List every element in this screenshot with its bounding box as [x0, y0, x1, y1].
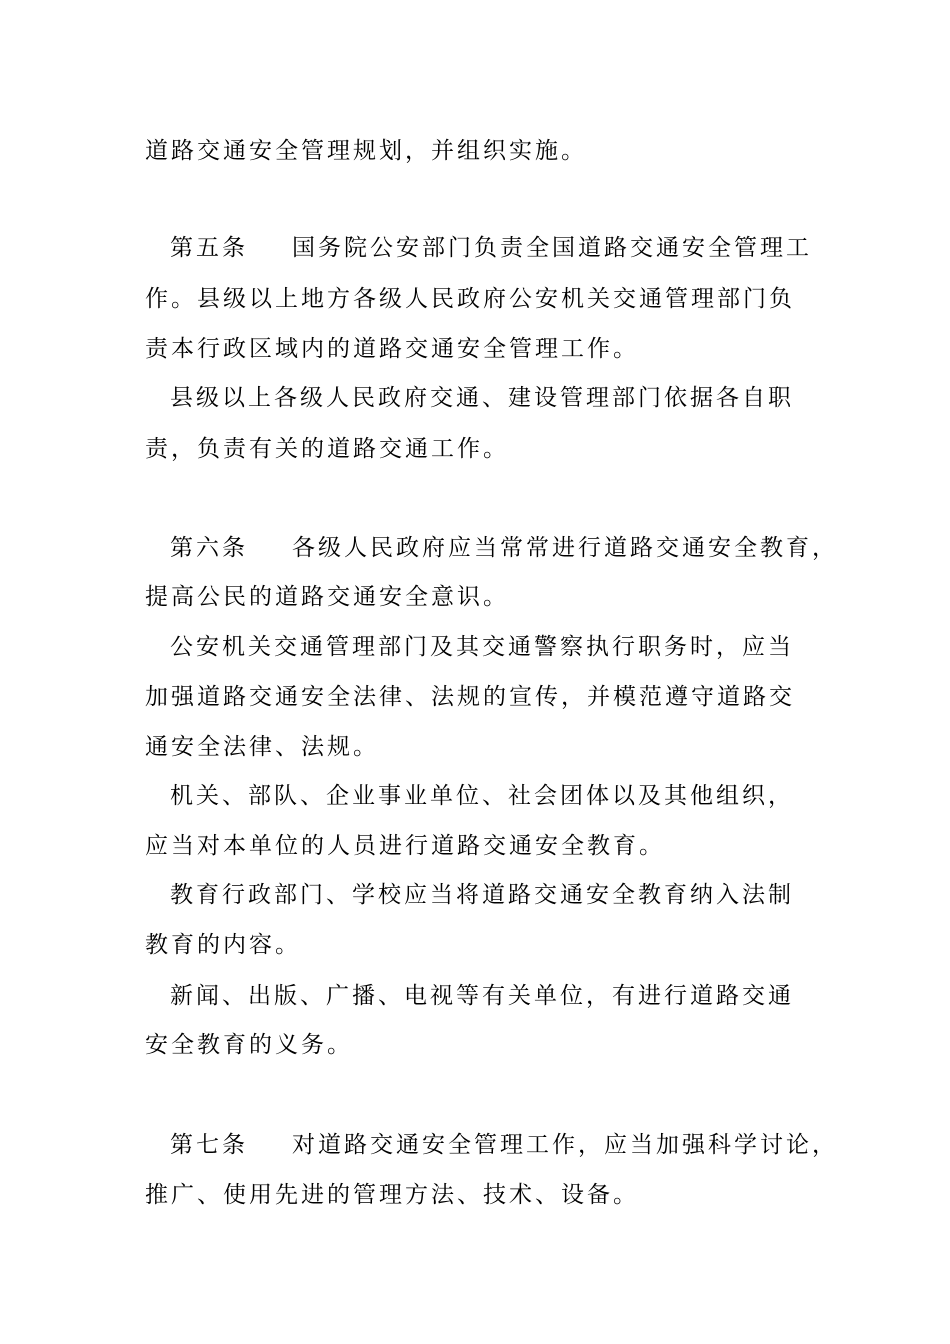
line-text: 应当对本单位的人员进行道路交通安全教育。 [145, 833, 665, 859]
line-text: 教育行政部门、学校应当将道路交通安全教育纳入法制 [170, 882, 794, 908]
paragraph-start-line [170, 383, 850, 413]
text-line [145, 732, 825, 762]
line-text: 加强道路交通安全法律、法规的宣传，并模范遵守道路交 [145, 684, 795, 710]
line-text: 责，负责有关的道路交通工作。 [145, 436, 509, 462]
text-line [145, 334, 825, 364]
article-text: 各级人民政府应当常常进行道路交通安全教育， [292, 535, 838, 561]
article-number: 第五条 [170, 235, 248, 261]
text-line [145, 136, 825, 166]
article-number: 第七条 [170, 1132, 248, 1158]
article-6-heading-line [170, 533, 850, 563]
text-line [145, 831, 825, 861]
article-text: 国务院公安部门负责全国道路交通安全管理工 [292, 235, 812, 261]
line-text: 教育的内容。 [145, 932, 301, 958]
line-text: 道路交通安全管理规划，并组织实施。 [145, 138, 587, 164]
paragraph-start-line [170, 981, 850, 1011]
article-number: 第六条 [170, 535, 248, 561]
line-text: 推广、使用先进的管理方法、技术、设备。 [145, 1182, 639, 1208]
line-text: 机关、部队、企业事业单位、社会团体以及其他组织， [170, 783, 794, 809]
line-text: 作。县级以上地方各级人民政府公安机关交通管理部门负 [145, 286, 795, 312]
text-line [145, 1030, 825, 1060]
line-text: 新闻、出版、广播、电视等有关单位，有进行道路交通 [170, 983, 794, 1009]
paragraph-start-line [170, 632, 850, 662]
paragraph-start-line [170, 880, 850, 910]
line-text: 安全教育的义务。 [145, 1032, 353, 1058]
text-line [145, 582, 825, 612]
line-text: 责本行政区域内的道路交通安全管理工作。 [145, 336, 639, 362]
line-text: 公安机关交通管理部门及其交通警察执行职务时，应当 [170, 634, 794, 660]
line-text: 提高公民的道路交通安全意识。 [145, 584, 509, 610]
article-text: 对道路交通安全管理工作，应当加强科学讨论， [292, 1132, 838, 1158]
article-5-heading-line [170, 233, 850, 263]
article-7-heading-line [170, 1130, 850, 1160]
line-text: 县级以上各级人民政府交通、建设管理部门依据各自职 [170, 385, 794, 411]
text-line [145, 682, 825, 712]
text-line [145, 284, 825, 314]
text-line [145, 1180, 825, 1210]
paragraph-start-line [170, 781, 850, 811]
text-line [145, 930, 825, 960]
line-text: 通安全法律、法规。 [145, 734, 379, 760]
text-line [145, 434, 825, 464]
